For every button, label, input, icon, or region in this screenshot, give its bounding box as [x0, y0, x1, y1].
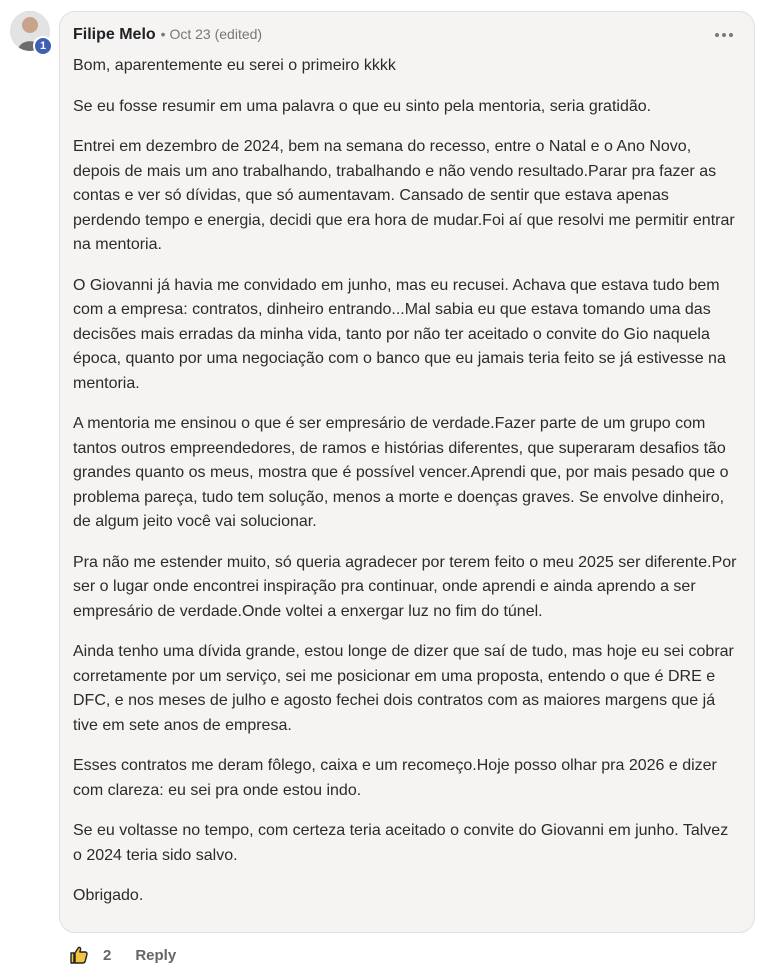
- author-name[interactable]: Filipe Melo: [73, 26, 156, 43]
- comment-paragraph: Ainda tenho uma dívida grande, estou longe de dizer que saí de tudo, mas hoje eu sei cobrar corretamente por um serviço, sei me posicionar em uma proposta, entendo o que é DRE e DFC, e nos meses de julho e agosto fechei dois contratos com as maiores margens que já tive em sete anos de empresa.: [73, 643, 734, 734]
- more-options-icon: [714, 32, 734, 38]
- comment-paragraph: Entrei em dezembro de 2024, bem na semana do recesso, entre o Natal e o Ano Novo, depois de mais um ano trabalhando, trabalhando e não vendo resultado.Parar pra fazer as contas e ver só dívidas, que só aumentavam. Cansado de sentir que estava apenas perdendo tempo e energia, decidi que era hora de mudar.Foi aí que resolvi me permitir entrar na mentoria.: [73, 138, 735, 253]
- comment-body: [73, 54, 737, 925]
- comment-paragraph: Pra não me estender muito, só queria agradecer por terem feito o meu 2025 ser diferente.Por ser o lugar onde encontrei inspiração pra continuar, onde aprendi e ainda aprendo a ser empresário de verdade.Onde voltei a enxergar luz no fim do túnel.: [73, 553, 737, 620]
- author-avatar-wrap[interactable]: [10, 11, 52, 53]
- comment-paragraph: Obrigado.: [73, 887, 144, 904]
- comment-paragraph: A mentoria me ensinou o que é ser empresário de verdade.Fazer parte de um grupo com tantos outros empreendedores, de ramos e histórias diferentes, que superaram desafios tão grandes quanto os meus, mostra que é possível vencer.Aprendi que, por mais pesado que o problema pareça, tudo tem solução, menos a morte e doenças graves. Se envolve dinheiro, de algum jeito você vai solucionar.: [73, 415, 729, 530]
- comment-paragraph: O Giovanni já havia me convidado em junho, mas eu recusei. Achava que estava tudo bem com a empresa: contratos, dinheiro entrando...Mal sabia eu que estava tomando uma das decisões mais erradas da minha vida, tanto por não ter aceitado o convite do Gio naquela época, quanto por uma negociação com o banco que eu jamais teria feito se já estivesse na mentoria.: [73, 276, 726, 392]
- comment-paragraph: Se eu voltasse no tempo, com certeza teria aceitado o convite do Giovanni em junho. Talvez o 2024 teria sido salvo.: [73, 822, 729, 864]
- thumbs-up-icon-svg: [69, 945, 89, 965]
- level-badge: 1: [33, 36, 53, 56]
- reply-button[interactable]: Reply: [135, 946, 177, 964]
- like-count: 2: [103, 946, 112, 964]
- thumbs-up-icon[interactable]: [69, 945, 89, 965]
- comment-header: [73, 26, 262, 44]
- more-options-button[interactable]: [712, 25, 736, 45]
- comment-bubble: [59, 11, 755, 933]
- comment-paragraph: Bom, aparentemente eu serei o primeiro kkkk: [73, 57, 396, 74]
- comment-meta: • Oct 23 (edited): [160, 26, 263, 42]
- comment-actions: [69, 943, 176, 967]
- comment-paragraph: Se eu fosse resumir em uma palavra o que eu sinto pela mentoria, seria gratidão.: [73, 97, 652, 115]
- comment-paragraph: Esses contratos me deram fôlego, caixa e um recomeço.Hoje posso olhar pra 2026 e dizer com clareza: eu sei pra onde estou indo.: [73, 757, 717, 799]
